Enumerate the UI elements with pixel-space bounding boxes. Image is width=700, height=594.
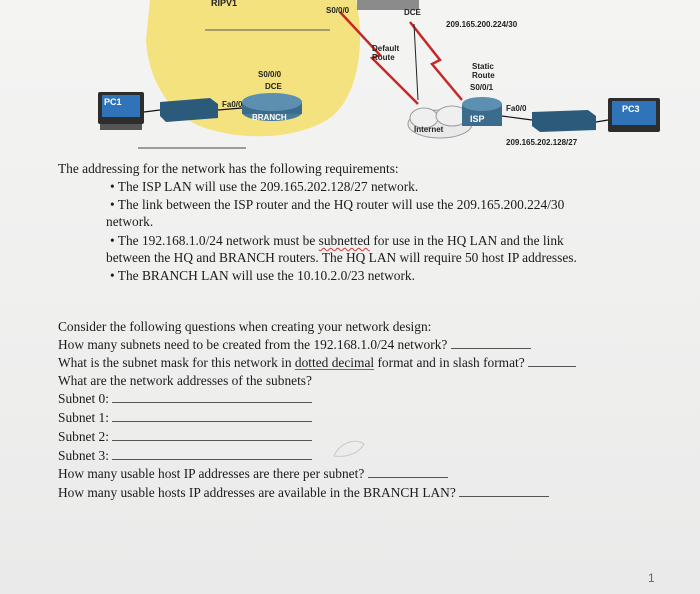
requirements-intro: The addressing for the network has the following requirements:	[58, 161, 399, 176]
isp-router-label: ISP	[470, 114, 485, 124]
fa00-isp-label: Fa0/0	[506, 104, 527, 113]
answer-blank-subnet-mask[interactable]	[528, 354, 576, 367]
subnet-1-row: Subnet 1:	[58, 409, 312, 426]
question-subnet-mask: What is the subnet mask for this network in dotted decimal format and in slash format?	[58, 354, 576, 371]
rip-label: RIPV1	[211, 0, 238, 8]
s000-branch-label: S0/0/0	[258, 70, 282, 79]
answer-blank-subnet-2[interactable]	[112, 428, 312, 441]
isp-lan-network-label: 209.165.202.128/27	[506, 138, 578, 147]
default-route-label: Default Route	[372, 44, 400, 62]
pencil-scribble	[330, 436, 370, 462]
topology-graphics	[0, 0, 700, 160]
page-number: 1	[648, 571, 655, 585]
answer-blank-branch-hosts[interactable]	[459, 484, 549, 497]
internet-label: Internet	[414, 125, 444, 134]
network-topology-diagram	[0, 0, 700, 160]
pc3-label: PC3	[622, 104, 640, 114]
subnet-2-row: Subnet 2:	[58, 428, 312, 445]
question-network-addresses: What are the network addresses of the subnets?	[58, 373, 312, 388]
branch-router-label: BRANCH	[252, 113, 287, 122]
questions-intro: Consider the following questions when creating your network design:	[58, 319, 432, 334]
requirement-item-continuation: between the HQ and BRANCH routers. The HQ LAN will require 50 host IP addresses.	[106, 250, 577, 265]
question-hosts-per-subnet: How many usable host IP addresses are there per subnet?	[58, 465, 448, 482]
answer-blank-subnet-0[interactable]	[112, 390, 312, 403]
fa00-branch-label: Fa0/0	[222, 100, 243, 109]
dce-hq-label: DCE	[404, 8, 421, 17]
spellcheck-word: subnetted	[318, 233, 370, 248]
subnet-3-row: Subnet 3:	[58, 447, 312, 464]
branch-switch	[160, 98, 218, 122]
requirement-item-continuation: network.	[106, 214, 154, 229]
subnet-0-row: Subnet 0:	[58, 390, 312, 407]
static-route-label: Static Route	[472, 62, 495, 80]
pc1-label: PC1	[104, 97, 122, 107]
question-subnet-count: How many subnets need to be created from the 192.168.1.0/24 network?	[58, 336, 531, 353]
requirement-item: • The 192.168.1.0/24 network must be subnetted for use in the HQ LAN and the link	[110, 233, 564, 248]
s001-isp-label: S0/0/1	[470, 83, 494, 92]
question-branch-hosts: How many usable hosts IP addresses are available in the BRANCH LAN?	[58, 484, 549, 501]
requirement-item: • The ISP LAN will use the 209.165.202.128/27 network.	[110, 179, 419, 194]
s000-hq-label: S0/0/0	[326, 6, 350, 15]
answer-blank-subnet-count[interactable]	[451, 336, 531, 349]
requirement-item: • The BRANCH LAN will use the 10.10.2.0/23 network.	[110, 268, 415, 283]
isp-switch	[532, 110, 596, 132]
answer-blank-hosts-per-subnet[interactable]	[368, 465, 448, 478]
isp-link-network-label: 209.165.200.224/30	[446, 20, 518, 29]
dce-branch-label: DCE	[265, 82, 282, 91]
answer-blank-subnet-1[interactable]	[112, 409, 312, 422]
requirement-item: • The link between the ISP router and the HQ router will use the 209.165.200.224/30	[110, 197, 565, 212]
answer-blank-subnet-3[interactable]	[112, 447, 312, 460]
